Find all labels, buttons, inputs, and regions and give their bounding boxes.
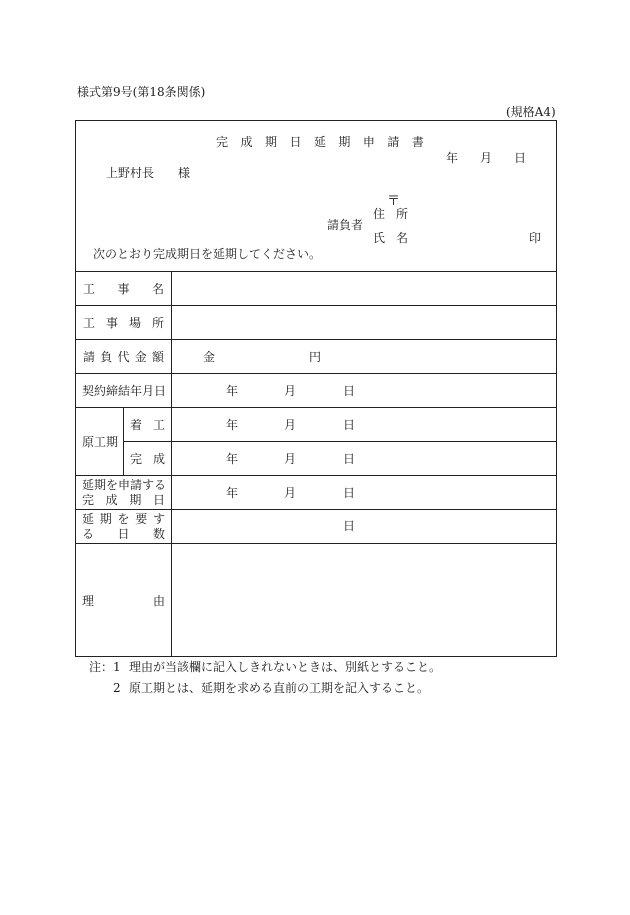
name-label: 氏 名 [373, 231, 408, 245]
extension-year: 年 [226, 486, 239, 500]
label-reason: 理 由 [82, 594, 165, 608]
paper-size-label: (規格A4) [506, 105, 556, 119]
extension-month: 月 [284, 486, 297, 500]
label-contract-amount: 請 負 代 金 額 [83, 350, 164, 364]
postal-mark: 〒 [387, 194, 401, 209]
days-unit: 日 [343, 519, 356, 533]
contractor-label: 請負者 [327, 218, 364, 232]
start-month: 月 [284, 418, 297, 432]
addressee: 上野村長 [106, 166, 155, 180]
label-work-place: 工 事 場 所 [83, 316, 164, 330]
note-prefix: 注：1 [89, 660, 121, 674]
honorific: 様 [178, 166, 191, 180]
label-start: 着 工 [130, 418, 165, 432]
contract-date-month: 月 [284, 384, 297, 398]
address-label: 住 所 [373, 207, 408, 221]
label-work-name: 工 事 名 [83, 282, 164, 296]
form-number: 様式第9号(第18条関係) [77, 85, 206, 99]
note-2-number: 2 [113, 681, 121, 695]
note-2: 原工期とは、延期を求める直前の工期を記入すること。 [129, 681, 430, 695]
label-extension-line2: 完 成 期 日 [82, 493, 165, 507]
application-date: 年 月 日 [446, 151, 526, 165]
seal-mark: 印 [529, 231, 542, 245]
start-year: 年 [226, 418, 239, 432]
contract-date-year: 年 [226, 384, 239, 398]
start-day: 日 [343, 418, 356, 432]
note-1: 理由が当該欄に記入しきれないときは、別紙とすること。 [129, 660, 442, 674]
amount-prefix: 金 [203, 350, 216, 364]
label-original-period: 原工期 [82, 435, 119, 449]
contract-date-day: 日 [343, 384, 356, 398]
request-text: 次のとおり完成期日を延期してください。 [93, 247, 322, 261]
application-form-table [75, 120, 557, 657]
label-contract-date: 契約締結年月日 [82, 384, 167, 398]
label-days-line1: 延 期 を 要 す [82, 512, 165, 526]
amount-unit: 円 [309, 350, 322, 364]
completion-month: 月 [284, 452, 297, 466]
label-days-line2: る 日 数 [82, 527, 165, 541]
label-completion: 完 成 [130, 452, 165, 466]
completion-year: 年 [226, 452, 239, 466]
form-title: 完 成 期 日 延 期 申 請 書 [216, 135, 424, 149]
label-extension-line1: 延期を申請する [82, 478, 167, 492]
extension-day: 日 [343, 486, 356, 500]
completion-day: 日 [343, 452, 356, 466]
